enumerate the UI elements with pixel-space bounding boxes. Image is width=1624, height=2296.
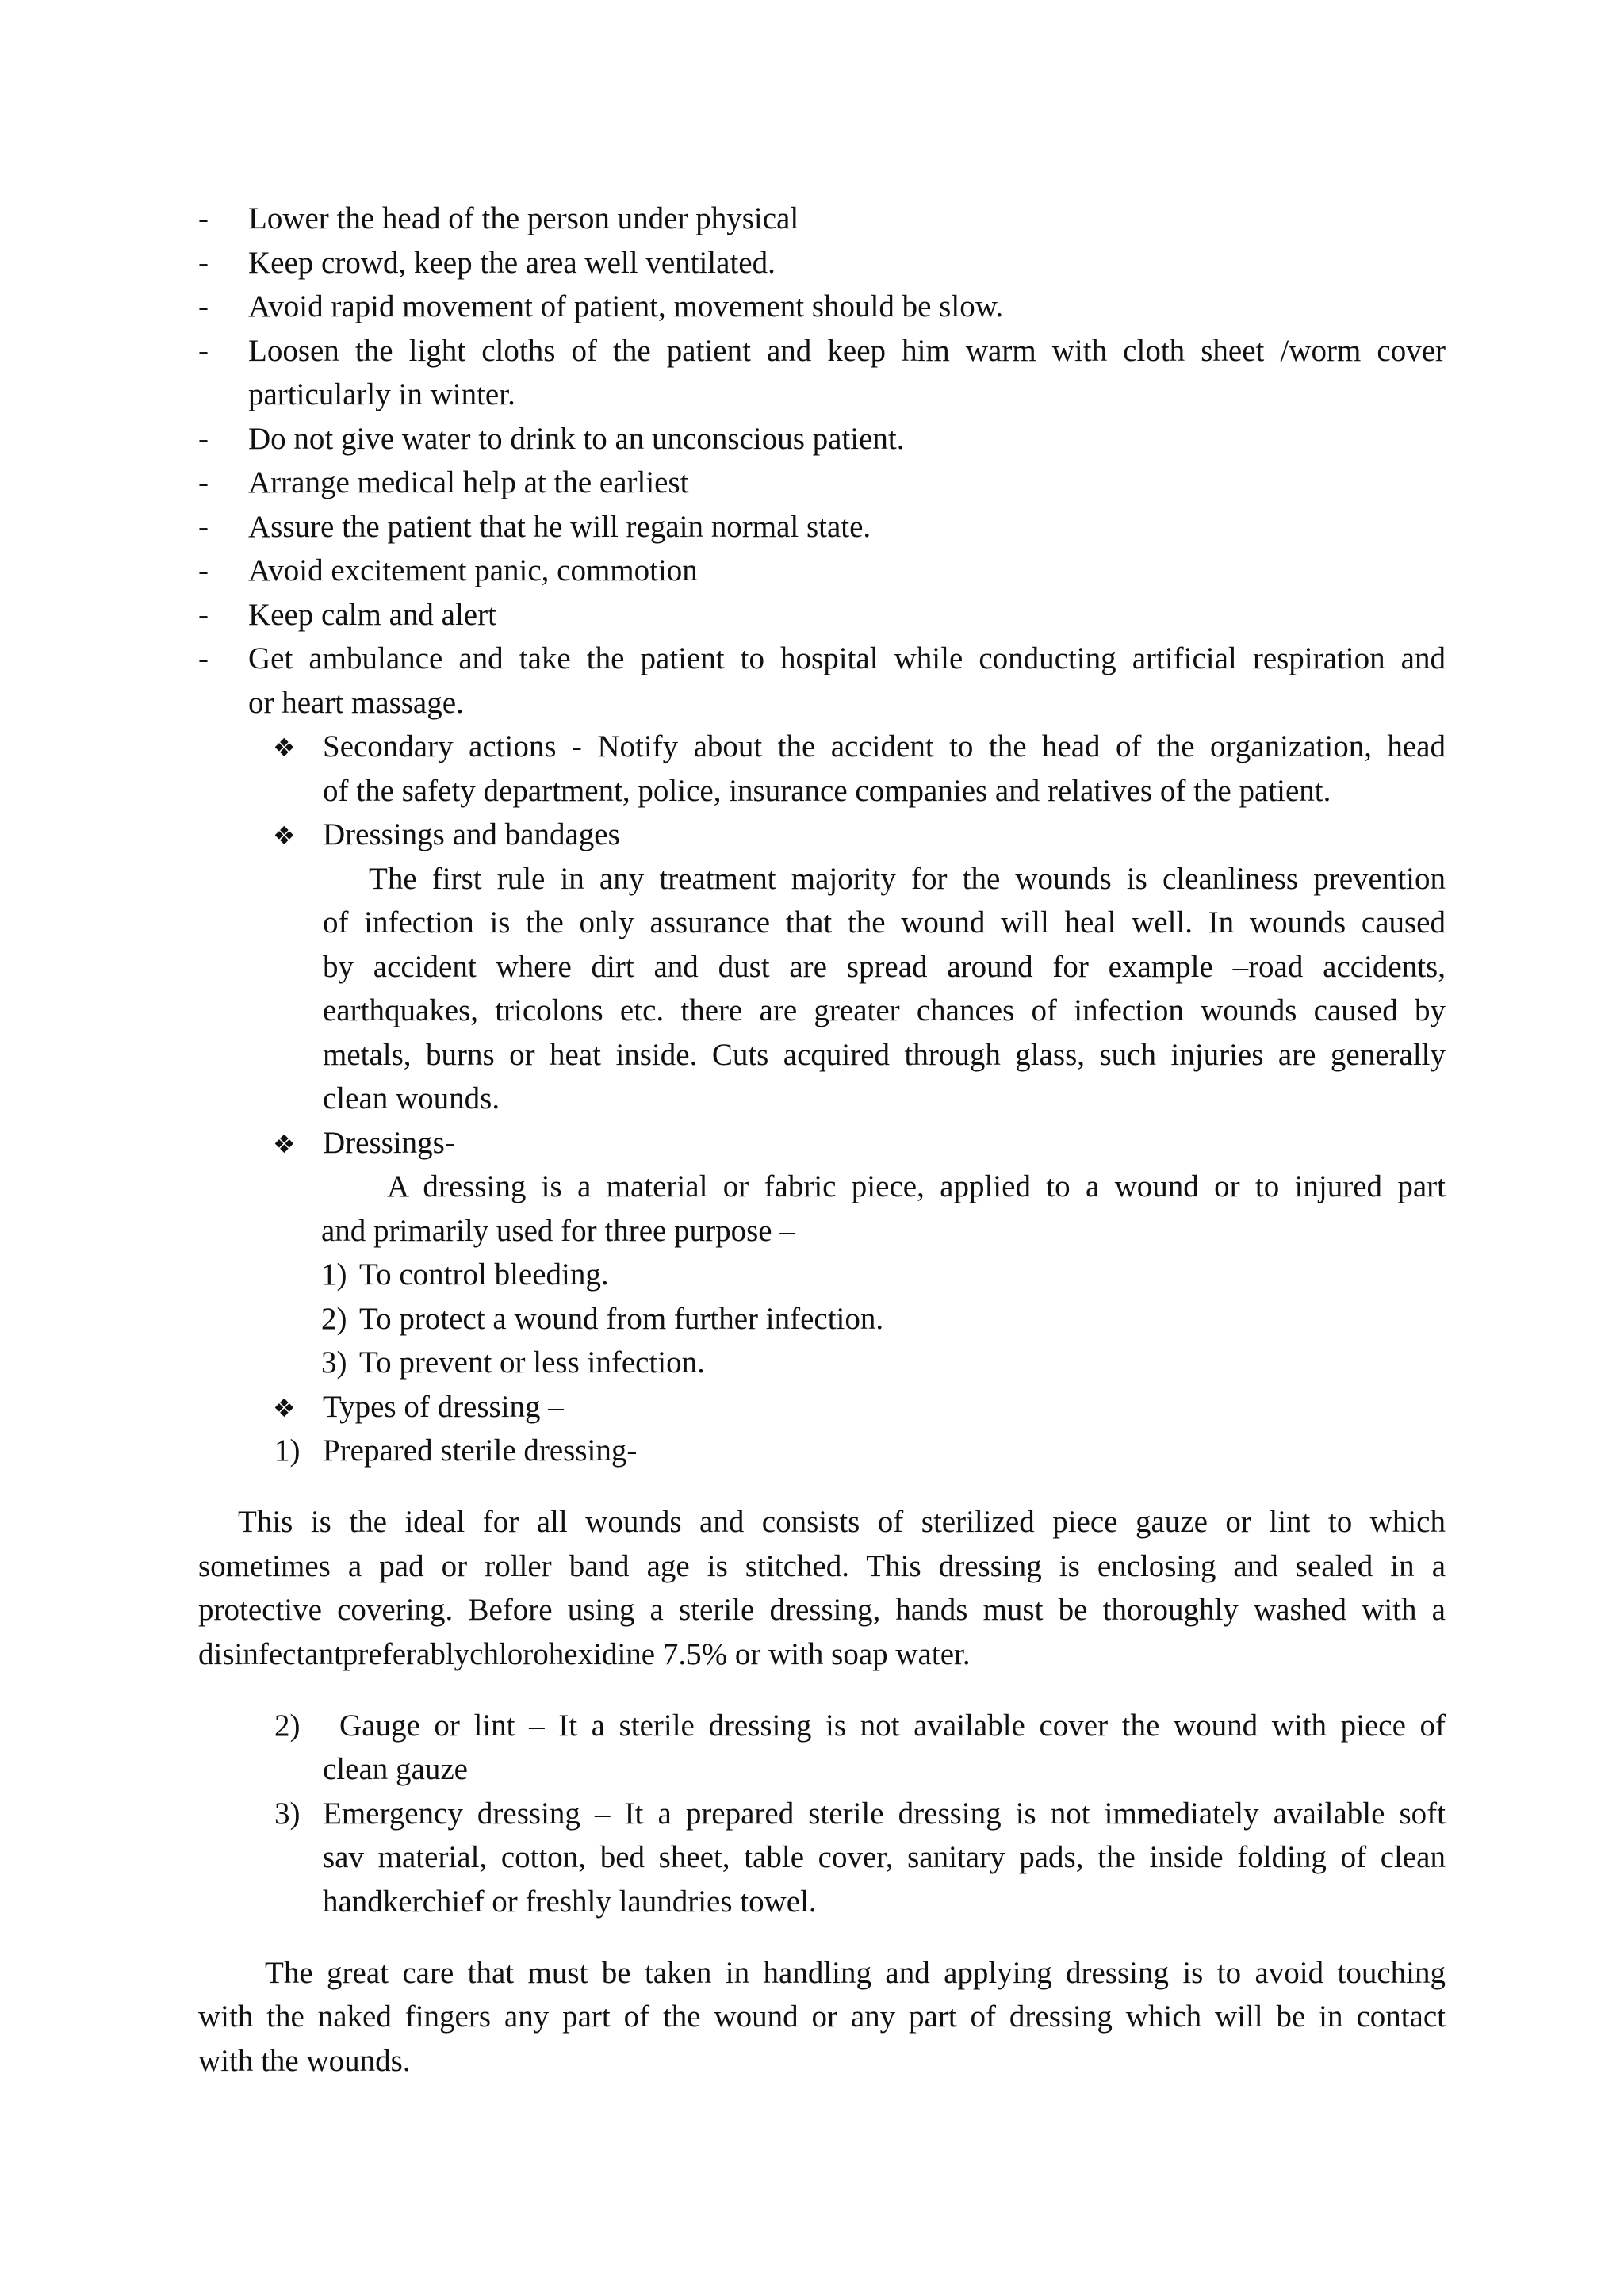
bullet-dash: -	[198, 553, 209, 587]
paragraph-line: The great care that must be taken in handling and applying dressing is to avoid touching	[265, 1956, 1446, 1990]
purpose-item: To prevent or less infection.	[359, 1345, 705, 1380]
list-number: 2)	[274, 1709, 301, 1743]
bullet-item: Assure the patient that he will regain normal state.	[248, 510, 871, 544]
paragraph-line: protective covering. Before using a sterile dressing, hands must be thoroughly washed with a	[198, 1593, 1446, 1627]
paragraph-line: and primarily used for three purpose –	[321, 1214, 795, 1248]
list-number: 2)	[321, 1302, 347, 1336]
list-number: 1)	[274, 1433, 301, 1468]
paragraph-line: earthquakes, tricolons etc. there are greater chances of infection wounds caused by	[323, 993, 1446, 1027]
bullet-dash: -	[198, 641, 209, 675]
bullet-dash: -	[198, 246, 209, 280]
type-item-continuation: clean gauze	[323, 1752, 468, 1786]
list-number: 3)	[274, 1797, 301, 1831]
diamond-bullet-icon: ❖	[273, 821, 296, 851]
bullet-dash: -	[198, 465, 209, 499]
diamond-bullet-icon: ❖	[273, 1393, 296, 1423]
bullet-dash: -	[198, 598, 209, 632]
diamond-bullet-icon: ❖	[273, 733, 296, 763]
bullet-dash: -	[198, 510, 209, 544]
bullet-item: Loosen the light cloths of the patient and keep him warm with cloth sheet /worm cover	[248, 334, 1446, 368]
type-item: Prepared sterile dressing-	[323, 1433, 638, 1468]
paragraph-line: with the naked fingers any part of the wound or any part of dressing which will be in contact	[198, 1999, 1446, 2034]
paragraph-line: with the wounds.	[198, 2044, 411, 2078]
bullet-item: Get ambulance and take the patient to hospital while conducting artificial respiration and	[248, 641, 1446, 675]
paragraph-line: of infection is the only assurance that the wound will heal well. In wounds caused	[323, 905, 1446, 939]
paragraph-line: disinfectantpreferablychlorohexidine 7.5% or with soap water.	[198, 1637, 971, 1671]
section-heading: Types of dressing –	[323, 1390, 564, 1424]
paragraph-line: The first rule in any treatment majority for the wounds is cleanliness prevention	[369, 862, 1446, 896]
bullet-item: Arrange medical help at the earliest	[248, 465, 689, 499]
section-heading: Dressings and bandages	[323, 817, 620, 851]
secondary-actions-text: of the safety department, police, insurance companies and relatives of the patient.	[323, 774, 1331, 808]
paragraph-line: A dressing is a material or fabric piece, applied to a wound or to injured part	[387, 1169, 1446, 1203]
type-item-continuation: handkerchief or freshly laundries towel.	[323, 1885, 817, 1919]
type-item: Emergency dressing – It a prepared sterile dressing is not immediately available soft	[323, 1797, 1446, 1831]
paragraph-line: This is the ideal for all wounds and consists of sterilized piece gauze or lint to which	[238, 1505, 1446, 1539]
diamond-bullet-icon: ❖	[273, 1129, 296, 1159]
bullet-dash: -	[198, 201, 209, 235]
secondary-actions-text: Secondary actions - Notify about the accident to the head of the organization, head	[323, 729, 1446, 763]
bullet-item: Avoid rapid movement of patient, movement should be slow.	[248, 289, 1004, 323]
paragraph-line: sometimes a pad or roller band age is stitched. This dressing is enclosing and sealed in a	[198, 1549, 1446, 1583]
bullet-item: Do not give water to drink to an unconscious patient.	[248, 422, 905, 456]
bullet-item: Keep calm and alert	[248, 598, 496, 632]
paragraph-line: clean wounds.	[323, 1081, 500, 1115]
bullet-item-continuation: or heart massage.	[248, 686, 464, 720]
type-item: Gauge or lint – It a sterile dressing is not available cover the wound with piece of	[339, 1709, 1446, 1743]
paragraph-line: by accident where dirt and dust are spread around for example –road accidents,	[323, 950, 1446, 984]
list-number: 1)	[321, 1257, 347, 1292]
section-heading: Dressings-	[323, 1126, 455, 1160]
bullet-dash: -	[198, 334, 209, 368]
bullet-item: Lower the head of the person under physical	[248, 201, 799, 235]
bullet-item: Avoid excitement panic, commotion	[248, 553, 698, 587]
list-number: 3)	[321, 1345, 347, 1380]
bullet-item-continuation: particularly in winter.	[248, 377, 515, 411]
paragraph-line: metals, burns or heat inside. Cuts acquired through glass, such injuries are generally	[323, 1038, 1446, 1072]
purpose-item: To control bleeding.	[359, 1257, 609, 1292]
type-item-continuation: sav material, cotton, bed sheet, table cover, sanitary pads, the inside folding of clean	[323, 1840, 1446, 1874]
bullet-dash: -	[198, 289, 209, 323]
purpose-item: To protect a wound from further infection.	[359, 1302, 884, 1336]
bullet-item: Keep crowd, keep the area well ventilated.	[248, 246, 776, 280]
bullet-dash: -	[198, 422, 209, 456]
